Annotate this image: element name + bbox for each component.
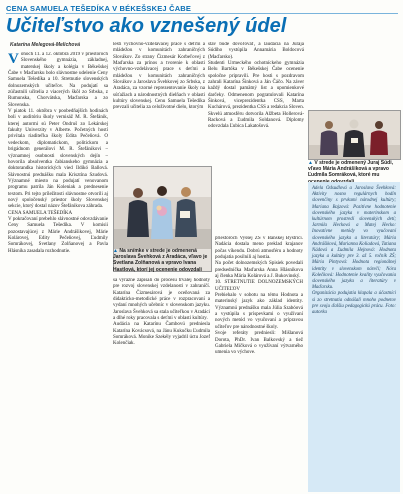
highlight-sidebar	[308, 182, 400, 492]
article-column-2	[113, 42, 205, 162]
article-text-col1: ohoch 11. a 12. októbra 2019 v priestoroch Slovenského gymnázia, základnej, materskej školy a kolégia v Békešskej Čabe v Maďarsku bolo slávnostne udelenie Ceny Samuela Tešedíka a 10. Stretnutie slovenských dolnozemských učiteľov. Na podujatí sa zúčastnili učitelia z viacerých škôl zo Srbska, z Rumunska, Chorvátska, Maďarska a zo Slovenska. V piatok 11. októbra v poobedňajších hodinách boli v auditóriu školy vernisáž M. R. Štefánik, kterej autormi sú Peter Ondruš zo Lekárskej fakulty Univerzity v Alberte. Početných hostí privítala riaditeľka školy Edita Pečeňová. O vedeckom, diplomatickom, politickom a brigádnom generálovi M. R. Štefánikovi – významnej osobnosti slovenských dejín – hovorila absolventka čabianskeho gymnázia a doktorandka historických vied Ildikó Ballová. Slávnostnú prednášku mala Krisztína Szudová. Významné miesto na podujatí venovanom programu patrila Ján Koleniak a prednesenie textom. Pri tejto príležitosti slávnostne otvorili aj nový spoločenský priestor školy Slovenskej sekcie, ktorý dostal názov Štefánikova záhrada. CENA SAMUELA TEŠEDÍKA V pokračovaní prebehlo slávnostné odovzdávanie Ceny Samuela Tešedíka. V komisii pozostavajúcej z Márie Andrášikovej, Márie Kolárovej, Edity Pečeňovej, Ľudmily Somrákovej, Svetlany Zolňanovej a Pavla Hlásnika zasadala rozhodnutie.	[8, 52, 108, 254]
article-text-col6: priestoroch Vyššej ZŠ v Banskej Bystrici. Nadácia dostala meno preklad krajanov počas víkendu. Dobrú atmosféru a hodnoty podujatia posilnili aj hostia. Na počet dolnozemských Spisiek povedali predsedníčka Maďarska Anna Hlásnikova aj členka Mária Kolárová a J. Bukovinský. 10. STRETNUTIE DOLNOZEMSKÝCH UČITEĽOV Prebiehalo v sobotu na tému Hodnota a materinský jazyk ako základ identity. Významnú prednášku mala Júlia Szabóová a vystúpila s príspevkami o využívaní nových metód vo vyučovaní a prípravou učiteľov pre národnostné školy. Svoje referáty predniesli: Mišlanová Dorota, PhDr. Ivan Balkovský a tiež Gabriela Mičková o využívaní výtvarného umenia vo výchove.	[215, 236, 303, 356]
drop-cap: V	[8, 52, 19, 67]
caption-marker-icon: ▲	[113, 248, 120, 254]
caption-text-sudi: V strede je odmenený Juraj Súdi, vľavo Mária Andrášiková a vpravo Ľudmila Somráková, ktoré mu	[308, 160, 393, 179]
caption-text-aradac: Na snímke v strede je odmenená Jaroslava Švehková z Aradáca, vľavo je Svetlana Zolňanová a vpravo Ivana Hastlová, ktorí jej ocenenie odovzdali	[113, 248, 208, 273]
award-photo-sudi	[308, 110, 401, 160]
article-text-col5: sa výrazne zapísali do procesu trvalej hodnoty pre rozvoj slovenskej vzdelanosti v zahraničí. Katarína Čizmesárová je oceňovaná za didakticko-metodické práce v rozpracovaní a vydaní mnohých učebníc v slovenskom jazyku. Jaroslava Švehková sa stala učiteľkou v Aradáci a dlhé roky pracovala s deťmi v oblasti kultúry. Audácia na Katarínu Čambovú predniesla Katarína Kovácsová, na Jánu Kukučku Ľudmila Somráková. Monike Szekély vyjadril úctu Jozef Kolenčiak.	[113, 278, 210, 347]
article-byline: Katarína Melegová-Melichová	[10, 42, 81, 48]
article-column-1	[8, 52, 108, 492]
sidebar-text: Adela Odsudlová a Jaroslava Švehková: Aktivity nosno regulárnych hodín slovenčiny s prvkami národnej kultúry; Mariana Bajzová: Pozitívne hodnotenie slovenského jazyka v materinskom a kultúrnom prostredí slovenských detí; Jarmila Hecková a Matej Hecko: Inovatívne metódy vo vyučovaní slovenského jazyka a literatúry; Mária Andrášiková, Marianna Koliadová, Tatiana Nádová a Ľudmila Hejnová: Hodnota jazyka a kultúry pre 3. až 5. ročník ZŠ; Mária Pintyová: Hodnota regionálnej identity v slovenskom nárečí; Nóra Kolečková: Hodnotenie kvality vyučovania slovenského jazyka a literatúry v Maďarsku. Organizácia podujatia klapala a účastníci si zo stretnutia odnášali mnoho podnetov pre svoju ďalšiu pedagogickú prácu. Foto: autorka	[312, 186, 396, 316]
article-column-6	[215, 236, 303, 492]
article-column-5	[113, 278, 210, 492]
article-text-col3: stav bude dovoľovať, a laudácia na Juraja Súdiho vystúpila Annamária Boldocová (Maďarsko). Studenti Urmeckého ochotníckeho gymnázia Belu Bartóka v Békešskej Čabe ocenenie spoločne pripravili. Pre hosti s pozdravom zahrali Katarína Šinková a Ján Čáčo. Na záver každý dostal pamätný list a upomienkové darčeky. Odmenenom pogratulovali Katarína Šinková, viceprezidentka CSS, Marta Kuchárová, prezidentka CSS a redakcia Sloven. Skvelú atmosféru dotvorila Alžbeta Hollerová-Racková a Ľudmila Soldanová. Diplomy odovzdala Ľubica Lakatošová.	[208, 42, 304, 130]
caption-marker-icon-2: ▲	[308, 160, 315, 166]
section-kicker: CENA SAMUELA TEŠEDÍKA V BÉKEŠSKEJ ČABE	[6, 4, 192, 13]
article-column-3	[208, 42, 304, 192]
award-photo-image-2	[309, 111, 400, 159]
article-text-col2: lesti výchovno-vzdelávacej práce s deťmi a mládežou v komunitách zahraničných Slovákov. Zo strany Čizmesár Korbeľovej z Maďarska za prínos a tvorenie k oblasti výchovno-vzdelávacej prace s deťmi a mládežou v komunitách zahraničných Slovákov a Jaroslava Švehkovej zo Srbska, z Aradáca, za vzorné reprezentovanie školy na súťažiach a národnostných dielňach v oblasti kultúry slovenskej. Cenu Samuela Tešedíka prevzali učitelia za celoživotné dielo, ktorým	[113, 42, 205, 111]
photo-caption-aradac	[113, 248, 210, 273]
article-headline: Učiteľstvo ako vznešený údel	[6, 15, 287, 37]
award-photo-image	[114, 167, 211, 249]
